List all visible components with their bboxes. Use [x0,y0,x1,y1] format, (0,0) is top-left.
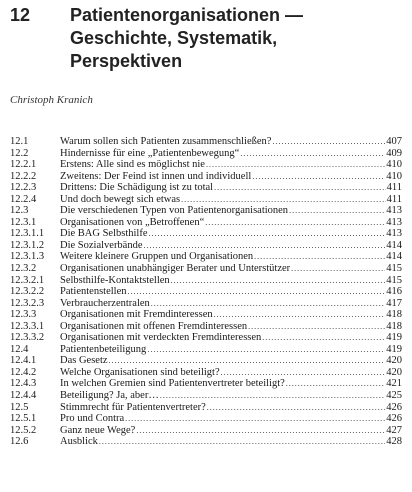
toc-entry-number: 12.6 [10,436,29,448]
toc-entry-title: Erstens: Alle sind es möglichst nie [60,159,205,171]
toc-entry-number: 12.4.2 [10,366,37,378]
dot-leader [109,355,386,367]
chapter-title-line: Geschichte, Systematik, [70,28,278,48]
toc-entry-line [60,286,402,298]
toc-entry[interactable] [10,286,402,298]
dot-leader [291,263,385,275]
toc-entry[interactable] [10,275,402,287]
toc-entry-number: 12.3.2.3 [10,297,45,309]
toc-entry-line [60,402,402,414]
toc-entry-number: 12.3.2.1 [10,274,45,286]
toc-entry[interactable] [10,205,402,217]
toc-entry[interactable] [10,390,402,402]
dot-leader [136,425,385,437]
toc-entry-number: 12.3.2.2 [10,286,45,298]
toc-entry[interactable] [10,402,402,414]
toc-entry-line [60,275,402,287]
toc-entry-page: 419 [386,332,402,344]
toc-entry-line [60,367,402,379]
toc-entry-title: Weitere kleinere Gruppen und Organisationen [60,251,254,263]
toc-entry-line [60,298,402,310]
toc-entry-number: 12.1 [10,136,29,147]
toc-entry-number: 12.3.3 [10,309,37,321]
toc-entry-title: Organisationen mit verdeckten Fremdinteressen [60,332,262,344]
toc-entry-page: 407 [386,136,402,147]
toc-entry[interactable] [10,171,402,183]
toc-entry[interactable] [10,355,402,367]
dot-leader [149,228,386,240]
toc-entry[interactable] [10,321,402,333]
toc-entry-line [60,344,402,356]
toc-entry-number: 12.4.3 [10,378,37,390]
toc-entry-title: Zweitens: Der Feind ist innen und individuell [60,170,252,182]
toc-entry-title: Patientenbeteiligung [60,343,147,355]
toc-entry[interactable] [10,217,402,229]
dot-leader [99,436,385,448]
toc-entry-line [60,309,402,321]
toc-entry[interactable] [10,436,402,448]
toc-entry-title: Stimmrecht für Patientenvertreter? [60,401,206,413]
toc-entry-title: Welche Organisationen sind beteiligt? [60,366,220,378]
toc-entry-title: Hindernisse für eine „Patientenbewegung“ [60,147,240,159]
dot-leader [144,240,386,252]
toc-entry-number: 12.5.1 [10,413,37,425]
toc-entry-page: 421 [386,378,402,390]
toc-entry-page: 410 [386,170,402,182]
dot-leader [151,298,385,310]
dot-leader [160,390,385,402]
toc-entry-number: 12.3.1 [10,216,37,228]
toc-entry-page: 413 [386,228,402,240]
toc-entry-number: 12.5.2 [10,424,37,436]
toc-entry[interactable] [10,344,402,356]
toc-entry-title: Patientenstellen [60,286,127,298]
toc-entry-line [60,159,402,171]
toc-entry-title: Das Gesetz [60,355,108,367]
toc-entry-page: 418 [386,320,402,332]
toc-entry-line [60,148,402,160]
toc-entry-number: 12.3.2 [10,263,37,275]
toc-entry[interactable] [10,332,402,344]
dot-leader [286,378,385,390]
dot-leader [289,205,385,217]
toc-entry-line [60,321,402,333]
toc-entry-number: 12.2.2 [10,170,37,182]
dot-leader [127,286,385,298]
toc-entry-line [60,194,402,206]
toc-entry-number: 12.4.4 [10,390,37,402]
toc-entry-page: 413 [386,205,402,217]
toc-entry-number: 12.2.3 [10,182,37,194]
dot-leader [262,332,385,344]
chapter-heading [8,4,406,76]
toc-entry-title: Und doch bewegt sich etwas [60,193,181,205]
toc-entry-line [60,217,402,229]
toc-entry-line [60,425,402,437]
toc-entry[interactable] [10,263,402,275]
dot-leader [248,321,385,333]
toc-entry-title: Ausblick [60,436,98,448]
toc-entry-page: 410 [386,159,402,171]
dot-leader [252,171,385,183]
toc-entry-title: Warum sollen sich Patienten zusammenschließen? [60,136,272,147]
toc-entry-page: 414 [386,251,402,263]
toc-entry-line [60,182,402,194]
toc-entry-page: 414 [386,239,402,251]
toc-entry-page: 416 [386,286,402,298]
toc-entry-line [60,390,402,402]
toc-entry-line [60,228,402,240]
toc-entry-page: 426 [386,413,402,425]
toc-entry[interactable] [10,136,402,148]
chapter-title-line: Patientenorganisationen — [70,5,304,25]
toc-entry[interactable] [10,194,402,206]
toc-entry-title: Ganz neue Wege? [60,424,136,436]
toc-entry-page: 420 [386,355,402,367]
toc-entry-number: 12.4 [10,343,29,355]
dot-leader [254,251,385,263]
toc-entry[interactable] [10,413,402,425]
toc-entry[interactable] [10,240,402,252]
toc-entry-page: 415 [386,263,402,275]
dot-leader [125,413,385,425]
toc-entry-title: Die Sozialverbände [60,239,143,251]
toc-entry[interactable] [10,251,402,263]
dot-leader [181,194,385,206]
toc-entry-page: 418 [386,309,402,321]
toc-entry-line [60,355,402,367]
dot-leader [214,309,386,321]
toc-entry-line [60,240,402,252]
toc-entry-line [60,205,402,217]
toc-entry-page: 411 [386,193,402,205]
toc-entry-number: 12.3.1.1 [10,228,45,240]
toc-entry-title: Beteiligung? Ja, aber… [60,390,159,402]
toc-entry-page: 428 [386,436,402,448]
toc-entry-line [60,263,402,275]
toc-entry-page: 415 [386,274,402,286]
dot-leader [147,344,385,356]
chapter-number: 12 [10,5,31,25]
toc-entry-page: 426 [386,401,402,413]
toc-entry-title: Drittens: Die Schädigung ist zu total [60,182,214,194]
toc-entry-page: 425 [386,390,402,402]
toc-entry-number: 12.4.1 [10,355,37,367]
toc-entry-line [60,378,402,390]
dot-leader [214,182,386,194]
toc-entry-number: 12.2.4 [10,193,37,205]
toc-entry-page: 417 [386,297,402,309]
toc-entry-page: 409 [386,147,402,159]
author-name: Christoph Kranich [10,94,93,106]
dot-leader [240,148,385,160]
dot-leader [205,217,385,229]
toc-entry-title: In welchen Gremien sind Patientenvertreter beteiligt? [60,378,285,390]
toc-entry[interactable] [10,159,402,171]
dot-leader [221,367,386,379]
dot-leader [272,136,385,148]
chapter-title-line: Perspektiven [70,51,183,71]
toc-entry-line [60,436,402,448]
toc-entry[interactable] [10,228,402,240]
toc-entry-page: 420 [386,366,402,378]
dot-leader [206,159,385,171]
toc-entry-number: 12.5 [10,401,29,413]
toc-entry-number: 12.2 [10,147,29,159]
toc-entry-number: 12.3 [10,205,29,217]
toc-entry-number: 12.3.1.2 [10,239,45,251]
toc-entry-line [60,136,402,148]
table-of-contents [10,136,402,448]
toc-entry-title: Organisationen mit offenen Fremdinteressen [60,320,248,332]
toc-entry-title: Organisationen unabhängiger Berater und Unterstützer [60,263,291,275]
toc-entry-page: 413 [386,216,402,228]
toc-entry-line [60,171,402,183]
dot-leader [207,402,385,414]
toc-entry-line [60,251,402,263]
toc-entry-page: 419 [386,343,402,355]
toc-entry-line [60,332,402,344]
toc-entry-title: Organisationen mit Fremdinteressen [60,309,213,321]
toc-entry[interactable] [10,378,402,390]
toc-entry-title: Selbsthilfe-Kontaktstellen [60,274,170,286]
toc-entry-title: Pro und Contra [60,413,125,425]
toc-entry-number: 12.3.3.2 [10,332,45,344]
toc-entry[interactable] [10,425,402,437]
toc-entry-page: 411 [386,182,402,194]
toc-entry[interactable] [10,309,402,321]
dot-leader [171,275,386,287]
toc-entry-number: 12.2.1 [10,159,37,171]
toc-entry[interactable] [10,298,402,310]
toc-entry[interactable] [10,148,402,160]
toc-entry-title: Die BAG Selbsthilfe [60,228,148,240]
toc-entry-line [60,413,402,425]
toc-entry-number: 12.3.1.3 [10,251,45,263]
toc-entry[interactable] [10,367,402,379]
toc-entry[interactable] [10,182,402,194]
toc-entry-number: 12.3.3.1 [10,320,45,332]
toc-entry-title: Verbraucherzentralen [60,297,150,309]
toc-entry-page: 427 [386,424,402,436]
toc-entry-title: Die verschiedenen Typen von Patientenorganisationen [60,205,289,217]
toc-entry-title: Organisationen von „Betroffenen“ [60,216,205,228]
chapter-title [70,4,406,73]
